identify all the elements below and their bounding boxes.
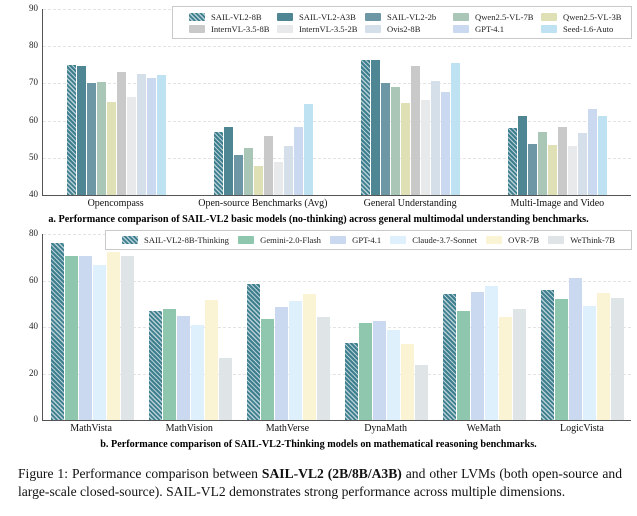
bar-gemini-2-0-flash bbox=[163, 309, 176, 420]
bar-groups bbox=[43, 234, 631, 420]
y-tick-label: 0 bbox=[33, 414, 38, 424]
bar-ovis2-8b bbox=[578, 133, 587, 196]
chart-a-caption: a. Performance comparison of SAIL-VL2 basic models (no-thinking) across general multimodal understanding benchmarks. bbox=[48, 214, 589, 225]
bar-gpt-4-1 bbox=[275, 307, 288, 420]
bar-group-wemath bbox=[443, 286, 526, 420]
category-slot bbox=[43, 234, 141, 420]
legend-item bbox=[541, 24, 625, 34]
chart-math-benchmarks bbox=[16, 228, 631, 434]
y-tick-label: 40 bbox=[29, 189, 38, 199]
bar-gpt-4-1 bbox=[588, 109, 597, 195]
bar-internvl-3-5-2b bbox=[127, 97, 136, 195]
bar-gpt-4-1 bbox=[177, 316, 190, 420]
legend-label: GPT-4.1 bbox=[352, 235, 382, 245]
legend-label: InternVL-3.5-2B bbox=[299, 24, 358, 34]
bar-sail-vl2-a3b bbox=[371, 60, 380, 195]
bar-internvl-3-5-2b bbox=[274, 162, 283, 196]
legend-label: Seed-1.6-Auto bbox=[563, 24, 614, 34]
y-tick-label: 40 bbox=[29, 321, 38, 331]
figure-caption bbox=[18, 465, 622, 501]
bar-qwen2-5-vl-7b bbox=[97, 82, 106, 195]
bar-ovr-7b bbox=[205, 300, 218, 420]
legend-swatch-sail-vl2-a3b bbox=[277, 13, 293, 21]
x-axis-label: DynaMath bbox=[364, 423, 407, 434]
bar-sail-vl2-2b bbox=[87, 83, 96, 195]
x-axis-label: MathVista bbox=[70, 423, 112, 434]
bar-sail-vl2-8b-thinking bbox=[247, 284, 260, 420]
legend-label: Gemini-2.0-Flash bbox=[260, 235, 321, 245]
bar-gpt-4-1 bbox=[441, 92, 450, 195]
x-axis-labels bbox=[42, 196, 631, 209]
legend-label: SAIL-VL2-8B-Thinking bbox=[144, 235, 229, 245]
bar-group-dynamath bbox=[345, 321, 428, 421]
bar-qwen2-5-vl-7b bbox=[391, 87, 400, 195]
bar-qwen2-5-vl-3b bbox=[107, 102, 116, 195]
bar-claude-3-7-sonnet bbox=[289, 301, 302, 421]
x-axis-label: General Understanding bbox=[363, 198, 457, 209]
x-axis-label: MathVerse bbox=[265, 423, 310, 434]
legend-label: WeThink-7B bbox=[570, 235, 615, 245]
y-tick-label: 90 bbox=[29, 3, 38, 13]
bar-qwen2-5-vl-7b bbox=[538, 132, 547, 195]
bar-wethink-7b bbox=[219, 358, 232, 420]
legend-swatch-wethink-7b bbox=[548, 236, 564, 244]
legend-item bbox=[277, 12, 361, 22]
bar-qwen2-5-vl-3b bbox=[548, 145, 557, 195]
bar-qwen2-5-vl-7b bbox=[244, 148, 253, 195]
legend-label: InternVL-3.5-8B bbox=[211, 24, 270, 34]
legend-swatch-internvl-3-5-8b bbox=[189, 25, 205, 33]
legend-label: SAIL-VL2-A3B bbox=[299, 12, 356, 22]
bar-gemini-2-0-flash bbox=[359, 323, 372, 420]
legend-swatch-ovis2-8b bbox=[365, 25, 381, 33]
bar-sail-vl2-8b-thinking bbox=[541, 290, 554, 420]
y-tick-label: 80 bbox=[29, 40, 38, 51]
category-slot bbox=[239, 234, 337, 420]
bar-group-logicvista bbox=[541, 278, 624, 420]
bar-seed-1-6-auto bbox=[451, 63, 460, 195]
legend-label: Qwen2.5-VL-3B bbox=[563, 12, 622, 22]
bar-wethink-7b bbox=[317, 317, 330, 421]
bar-group-mathvision bbox=[149, 300, 232, 420]
bar-claude-3-7-sonnet bbox=[485, 286, 498, 420]
legend-item bbox=[189, 24, 273, 34]
bar-sail-vl2-8b bbox=[508, 128, 517, 195]
bar-sail-vl2-8b-thinking bbox=[345, 343, 358, 420]
legend-item bbox=[548, 235, 615, 245]
y-tick-label: 80 bbox=[29, 228, 38, 238]
category-slot bbox=[435, 234, 533, 420]
bar-sail-vl2-8b bbox=[67, 65, 76, 195]
category-slot bbox=[337, 234, 435, 420]
bar-group-mathvista bbox=[51, 243, 134, 420]
figure-caption-bold: SAIL-VL2 (2B/8B/A3B) bbox=[261, 466, 402, 481]
legend-swatch-qwen2-5-vl-7b bbox=[453, 13, 469, 21]
bar-sail-vl2-8b-thinking bbox=[51, 243, 64, 420]
figure-caption-prefix: Figure 1: Performance comparison between bbox=[18, 466, 262, 481]
bar-ovis2-8b bbox=[284, 146, 293, 196]
bar-internvl-3-5-8b bbox=[117, 72, 126, 195]
bar-group-opencompass bbox=[67, 65, 166, 195]
bar-ovis2-8b bbox=[431, 81, 440, 195]
legend-item bbox=[122, 235, 229, 245]
legend-item bbox=[330, 235, 381, 245]
legend-label: SAIL-VL2-2b bbox=[387, 12, 437, 22]
bar-internvl-3-5-8b bbox=[264, 136, 273, 196]
legend-swatch-ovr-7b bbox=[486, 236, 502, 244]
legend-item bbox=[365, 12, 449, 22]
legend-swatch-sail-vl2-8b bbox=[189, 13, 205, 21]
bar-seed-1-6-auto bbox=[598, 116, 607, 195]
legend-item bbox=[238, 235, 321, 245]
figure-caption-suffix: and other LVMs (both open-source and large-scale closed-source). SAIL-VL2 demonstrates strong performance across multiple dimensions. bbox=[18, 466, 622, 500]
x-axis-label: LogicVista bbox=[560, 423, 604, 434]
bar-internvl-3-5-8b bbox=[411, 66, 420, 195]
bar-ovr-7b bbox=[499, 317, 512, 420]
bar-sail-vl2-a3b bbox=[77, 66, 86, 195]
chart-b-caption: b. Performance comparison of SAIL-VL2-Thinking models on mathematical reasoning benchmarks. bbox=[100, 439, 537, 450]
legend-swatch-gemini-2-0-flash bbox=[238, 236, 254, 244]
bar-sail-vl2-2b bbox=[381, 83, 390, 195]
bar-wethink-7b bbox=[121, 256, 134, 420]
y-axis bbox=[16, 228, 42, 424]
y-tick-label: 20 bbox=[29, 367, 38, 378]
x-axis-labels bbox=[42, 421, 631, 434]
legend-swatch-gpt-4-1 bbox=[453, 25, 469, 33]
bar-group-mathverse bbox=[247, 284, 330, 420]
bar-claude-3-7-sonnet bbox=[191, 325, 204, 420]
legend-label: Claude-3.7-Sonnet bbox=[412, 235, 477, 245]
legend bbox=[105, 230, 632, 250]
bar-sail-vl2-8b-thinking bbox=[443, 294, 456, 420]
bar-claude-3-7-sonnet bbox=[387, 330, 400, 420]
legend-item bbox=[390, 235, 477, 245]
bar-group-multi-image-and-video bbox=[508, 109, 607, 195]
y-tick-label: 60 bbox=[29, 274, 38, 285]
legend-swatch-claude-3-7-sonnet bbox=[390, 236, 406, 244]
bar-group-general-understanding bbox=[361, 60, 460, 195]
x-axis-label: Opencompass bbox=[87, 198, 144, 209]
legend-item bbox=[277, 24, 361, 34]
bar-sail-vl2-8b-thinking bbox=[149, 311, 162, 420]
bar-claude-3-7-sonnet bbox=[93, 265, 106, 420]
legend-item bbox=[453, 24, 537, 34]
legend-label: Ovis2-8B bbox=[387, 24, 421, 34]
category-slot bbox=[141, 234, 239, 420]
legend-item bbox=[541, 12, 625, 22]
bar-gpt-4-1 bbox=[147, 78, 156, 195]
y-tick-label: 60 bbox=[29, 114, 38, 125]
bar-internvl-3-5-8b bbox=[558, 127, 567, 195]
legend-label: OVR-7B bbox=[508, 235, 540, 245]
legend-swatch-sail-vl2-8b-thinking bbox=[122, 236, 138, 244]
y-axis bbox=[16, 3, 42, 199]
bar-claude-3-7-sonnet bbox=[583, 306, 596, 420]
bar-ovr-7b bbox=[597, 293, 610, 420]
bar-internvl-3-5-2b bbox=[421, 100, 430, 195]
category-slot bbox=[533, 234, 631, 420]
legend-swatch-sail-vl2-2b bbox=[365, 13, 381, 21]
bar-gpt-4-1 bbox=[569, 278, 582, 420]
plot-area bbox=[42, 234, 631, 421]
x-axis-label: MathVision bbox=[165, 423, 213, 434]
bar-sail-vl2-2b bbox=[528, 144, 537, 195]
chart-general-benchmarks bbox=[16, 3, 631, 209]
x-axis-label: Open-source Benchmarks (Avg) bbox=[198, 198, 328, 209]
bar-gemini-2-0-flash bbox=[457, 311, 470, 420]
bar-seed-1-6-auto bbox=[157, 75, 166, 195]
bar-qwen2-5-vl-3b bbox=[254, 166, 263, 195]
y-tick-label: 70 bbox=[29, 77, 38, 88]
bar-seed-1-6-auto bbox=[304, 104, 313, 195]
bar-ovis2-8b bbox=[137, 74, 146, 195]
bar-gpt-4-1 bbox=[294, 127, 303, 195]
legend-swatch-seed-1-6-auto bbox=[541, 25, 557, 33]
bar-gemini-2-0-flash bbox=[261, 319, 274, 420]
legend-item bbox=[486, 235, 539, 245]
bar-internvl-3-5-2b bbox=[568, 146, 577, 195]
bar-gemini-2-0-flash bbox=[555, 299, 568, 420]
bar-ovr-7b bbox=[303, 294, 316, 420]
plot-area bbox=[42, 9, 631, 196]
legend bbox=[172, 6, 632, 39]
legend-item bbox=[189, 12, 273, 22]
bar-ovr-7b bbox=[401, 344, 414, 420]
bar-wethink-7b bbox=[415, 365, 428, 420]
bar-qwen2-5-vl-3b bbox=[401, 103, 410, 195]
bar-ovr-7b bbox=[107, 252, 120, 420]
bar-gpt-4-1 bbox=[471, 292, 484, 420]
legend-swatch-qwen2-5-vl-3b bbox=[541, 13, 557, 21]
legend-swatch-gpt-4-1 bbox=[330, 236, 346, 244]
legend-item bbox=[365, 24, 449, 34]
bar-gemini-2-0-flash bbox=[65, 256, 78, 420]
legend-label: Qwen2.5-VL-7B bbox=[475, 12, 534, 22]
x-axis-label: Multi-Image and Video bbox=[510, 198, 605, 209]
bar-gpt-4-1 bbox=[79, 256, 92, 420]
legend-label: SAIL-VL2-8B bbox=[211, 12, 262, 22]
bar-sail-vl2-8b bbox=[214, 132, 223, 195]
x-axis-label: WeMath bbox=[466, 423, 501, 434]
legend-swatch-internvl-3-5-2b bbox=[277, 25, 293, 33]
bar-sail-vl2-8b bbox=[361, 60, 370, 195]
bar-wethink-7b bbox=[513, 309, 526, 420]
legend-label: GPT-4.1 bbox=[475, 24, 505, 34]
bar-gpt-4-1 bbox=[373, 321, 386, 421]
bar-wethink-7b bbox=[611, 298, 624, 420]
legend-item bbox=[453, 12, 537, 22]
category-slot bbox=[43, 9, 190, 195]
bar-sail-vl2-2b bbox=[234, 155, 243, 195]
bar-sail-vl2-a3b bbox=[518, 116, 527, 195]
y-tick-label: 50 bbox=[29, 151, 38, 162]
bar-sail-vl2-a3b bbox=[224, 127, 233, 195]
bar-group-open-source-benchmarks-avg bbox=[214, 104, 313, 195]
